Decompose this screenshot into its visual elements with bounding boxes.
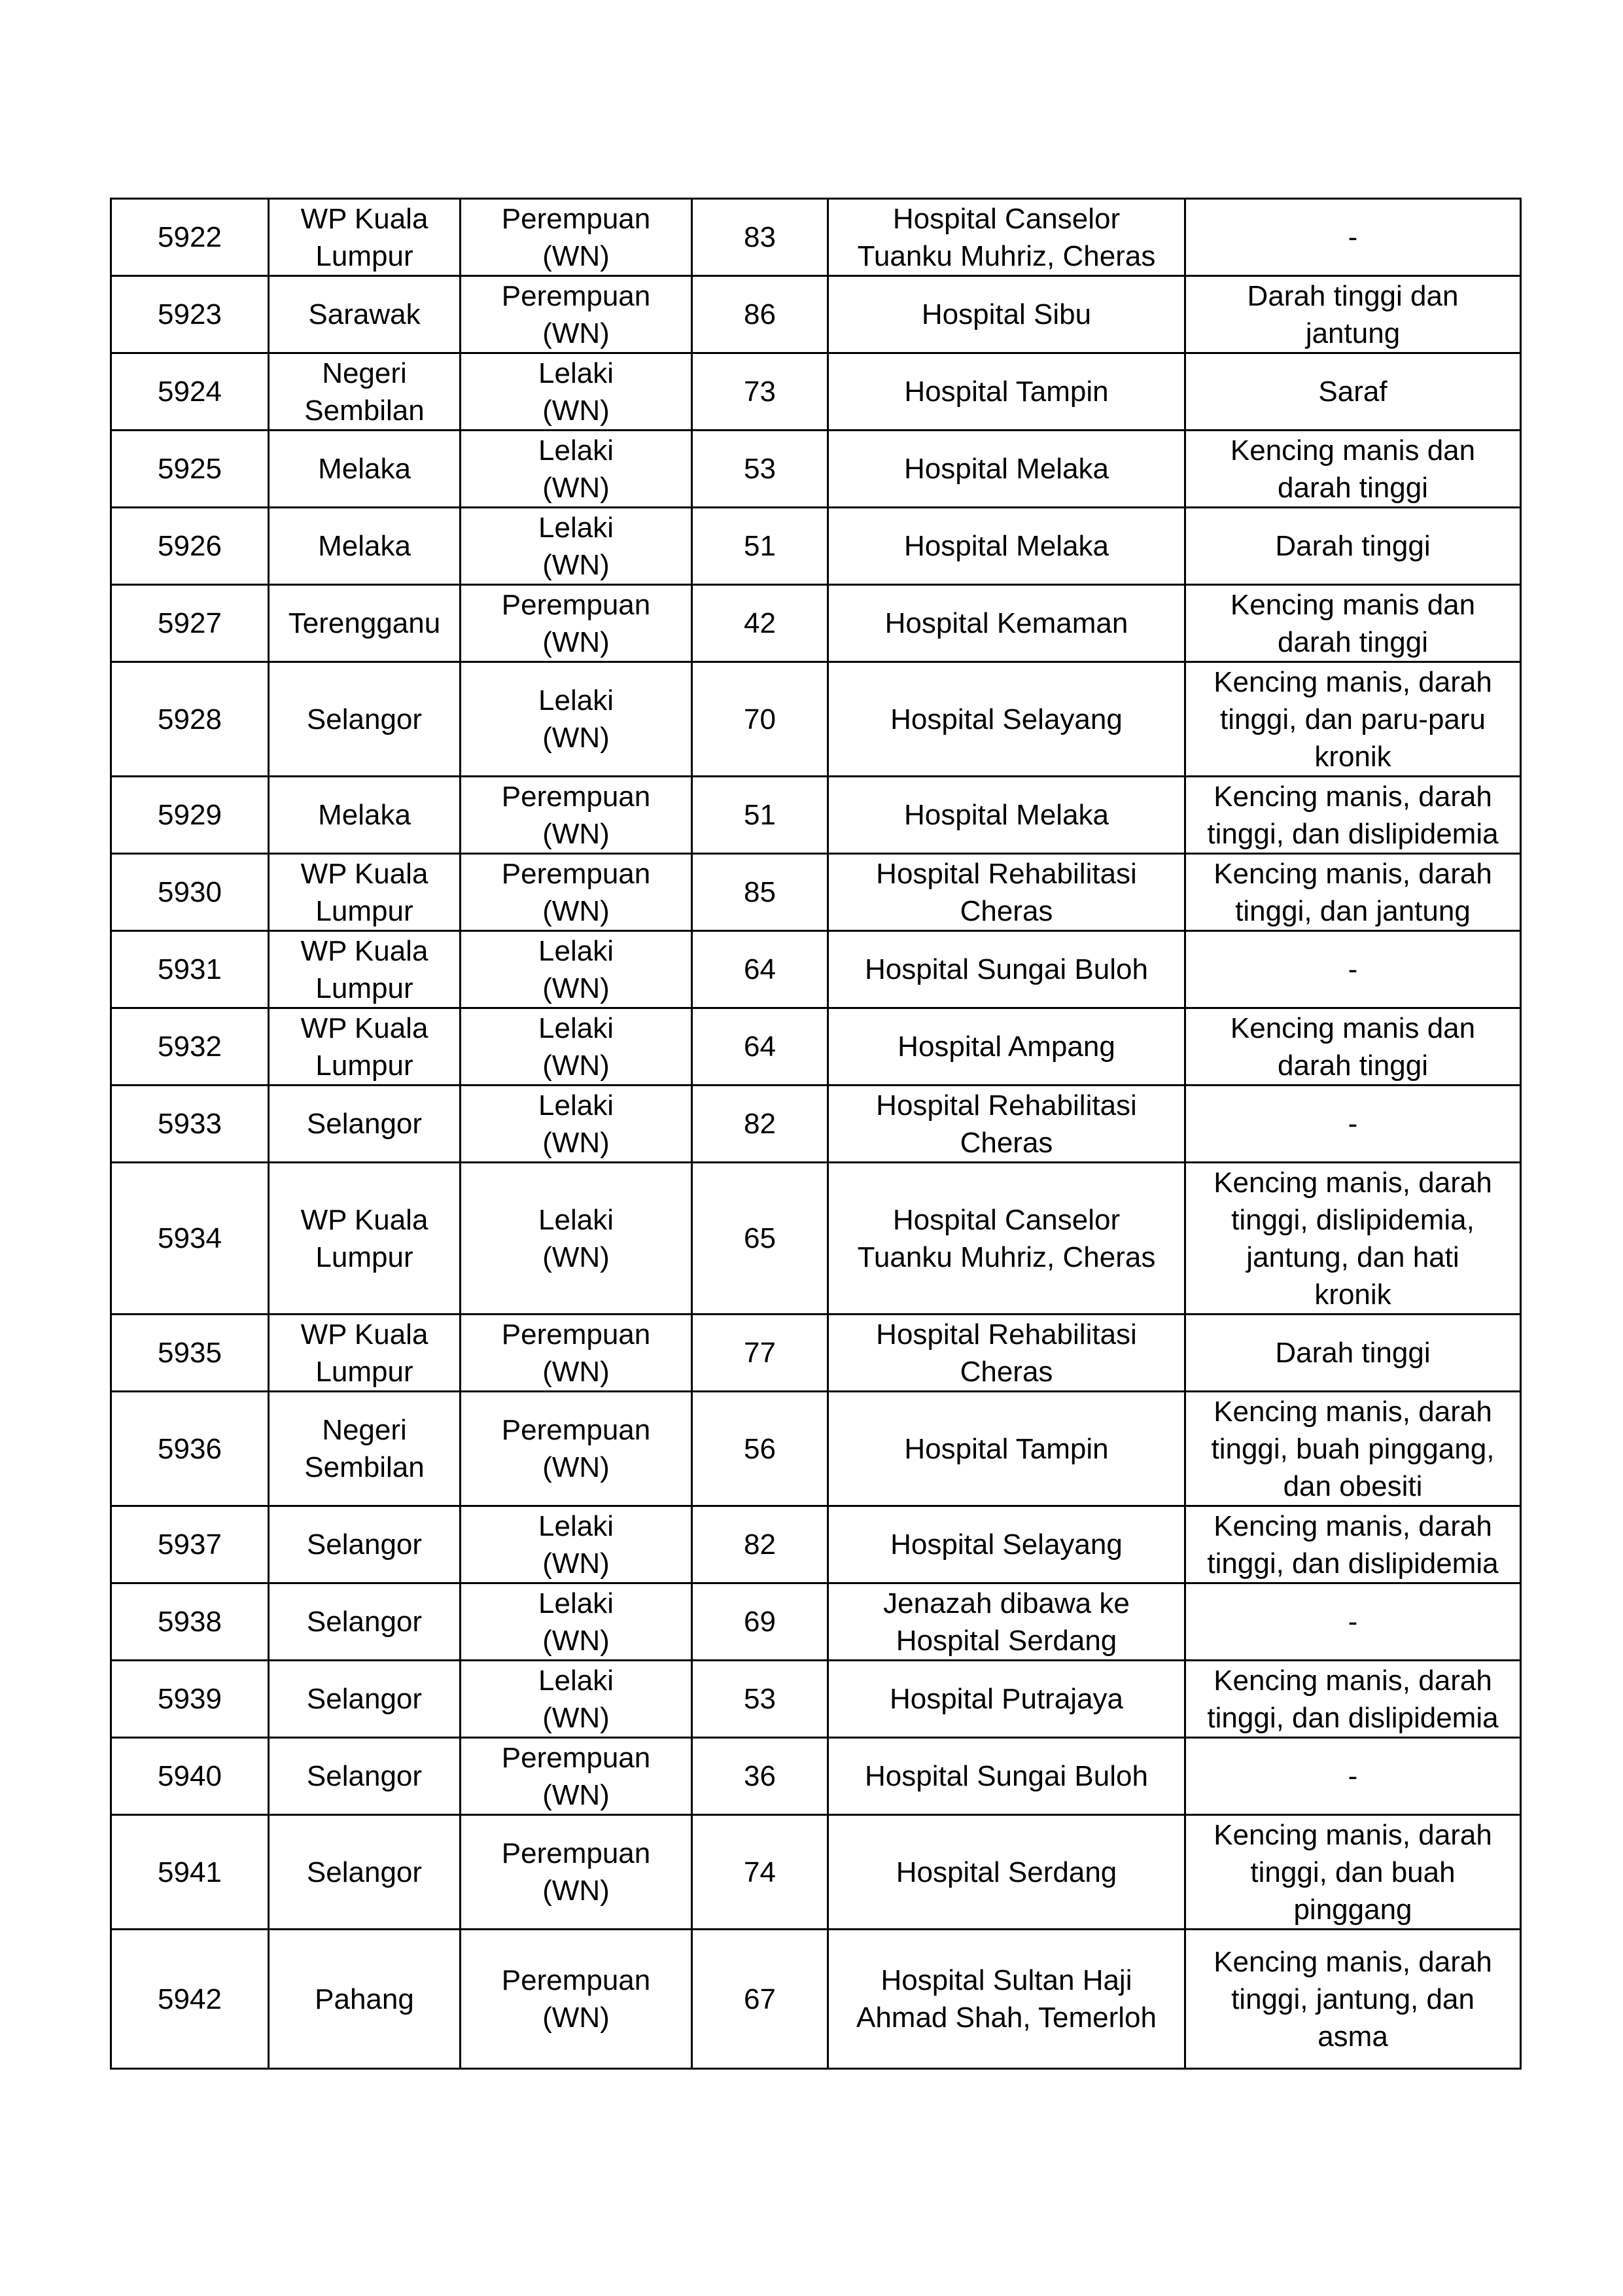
gender-cell: Lelaki (WN)	[461, 931, 692, 1008]
age-cell: 70	[692, 662, 828, 777]
age-cell: 51	[692, 777, 828, 854]
state-cell: Selangor	[269, 1738, 461, 1815]
comorbidity-cell: Kencing manis dan darah tinggi	[1185, 1008, 1521, 1086]
hospital-cell: Hospital Putrajaya	[828, 1661, 1185, 1738]
case-number-cell: 5940	[111, 1738, 269, 1815]
gender-cell: Perempuan (WN)	[461, 276, 692, 353]
state-cell: WP Kuala Lumpur	[269, 931, 461, 1008]
case-number-cell: 5928	[111, 662, 269, 777]
comorbidity-cell: Darah tinggi dan jantung	[1185, 276, 1521, 353]
case-number-cell: 5933	[111, 1086, 269, 1163]
hospital-cell: Hospital Ampang	[828, 1008, 1185, 1086]
comorbidity-cell: -	[1185, 1086, 1521, 1163]
case-number-cell: 5938	[111, 1583, 269, 1661]
gender-cell: Lelaki (WN)	[461, 1163, 692, 1315]
gender-cell: Lelaki (WN)	[461, 431, 692, 508]
case-number-cell: 5937	[111, 1506, 269, 1583]
age-cell: 83	[692, 199, 828, 276]
case-number-cell: 5941	[111, 1815, 269, 1930]
case-number-cell: 5931	[111, 931, 269, 1008]
state-cell: Selangor	[269, 1661, 461, 1738]
comorbidity-cell: -	[1185, 199, 1521, 276]
comorbidity-cell: Kencing manis, darah tinggi, jantung, dan asma	[1185, 1930, 1521, 2069]
comorbidity-cell: Kencing manis, darah tinggi, dan dislipidemia	[1185, 1506, 1521, 1583]
table-row	[111, 508, 1521, 585]
state-cell: Negeri Sembilan	[269, 1392, 461, 1506]
state-cell: Selangor	[269, 1583, 461, 1661]
state-cell: WP Kuala Lumpur	[269, 1163, 461, 1315]
hospital-cell: Hospital Rehabilitasi Cheras	[828, 1086, 1185, 1163]
age-cell: 53	[692, 1661, 828, 1738]
state-cell: Negeri Sembilan	[269, 353, 461, 431]
gender-cell: Lelaki (WN)	[461, 1583, 692, 1661]
case-number-cell: 5926	[111, 508, 269, 585]
table-row	[111, 199, 1521, 276]
table-row	[111, 1008, 1521, 1086]
state-cell: WP Kuala Lumpur	[269, 1008, 461, 1086]
gender-cell: Perempuan (WN)	[461, 777, 692, 854]
hospital-cell: Hospital Sungai Buloh	[828, 931, 1185, 1008]
table-row	[111, 777, 1521, 854]
age-cell: 42	[692, 585, 828, 662]
comorbidity-cell: Kencing manis, darah tinggi, dan jantung	[1185, 854, 1521, 931]
age-cell: 64	[692, 931, 828, 1008]
age-cell: 86	[692, 276, 828, 353]
comorbidity-cell: Kencing manis, darah tinggi, dan dislipidemia	[1185, 1661, 1521, 1738]
gender-cell: Lelaki (WN)	[461, 508, 692, 585]
comorbidity-cell: Kencing manis, darah tinggi, dan dislipidemia	[1185, 777, 1521, 854]
state-cell: WP Kuala Lumpur	[269, 854, 461, 931]
state-cell: Pahang	[269, 1930, 461, 2069]
table-row	[111, 1506, 1521, 1583]
gender-cell: Lelaki (WN)	[461, 1506, 692, 1583]
hospital-cell: Hospital Tampin	[828, 353, 1185, 431]
hospital-cell: Hospital Canselor Tuanku Muhriz, Cheras	[828, 199, 1185, 276]
age-cell: 82	[692, 1086, 828, 1163]
age-cell: 53	[692, 431, 828, 508]
table-row	[111, 1738, 1521, 1815]
table-row	[111, 931, 1521, 1008]
hospital-cell: Hospital Canselor Tuanku Muhriz, Cheras	[828, 1163, 1185, 1315]
age-cell: 69	[692, 1583, 828, 1661]
table-row	[111, 1930, 1521, 2069]
age-cell: 73	[692, 353, 828, 431]
state-cell: Selangor	[269, 1086, 461, 1163]
table-row	[111, 1086, 1521, 1163]
case-number-cell: 5930	[111, 854, 269, 931]
gender-cell: Perempuan (WN)	[461, 585, 692, 662]
age-cell: 67	[692, 1930, 828, 2069]
case-number-cell: 5925	[111, 431, 269, 508]
table-row	[111, 585, 1521, 662]
comorbidity-cell: Darah tinggi	[1185, 1315, 1521, 1392]
table-row	[111, 662, 1521, 777]
hospital-cell: Hospital Selayang	[828, 1506, 1185, 1583]
case-number-cell: 5936	[111, 1392, 269, 1506]
comorbidity-cell: -	[1185, 931, 1521, 1008]
table-row	[111, 353, 1521, 431]
gender-cell: Perempuan (WN)	[461, 1930, 692, 2069]
age-cell: 74	[692, 1815, 828, 1930]
gender-cell: Perempuan (WN)	[461, 854, 692, 931]
hospital-cell: Hospital Kemaman	[828, 585, 1185, 662]
case-number-cell: 5923	[111, 276, 269, 353]
hospital-cell: Hospital Melaka	[828, 431, 1185, 508]
comorbidity-cell: Kencing manis dan darah tinggi	[1185, 585, 1521, 662]
table-row	[111, 1583, 1521, 1661]
hospital-cell: Hospital Melaka	[828, 508, 1185, 585]
age-cell: 36	[692, 1738, 828, 1815]
comorbidity-cell: Kencing manis, darah tinggi, dislipidemia, jantung, dan hati kronik	[1185, 1163, 1521, 1315]
comorbidity-cell: Kencing manis, darah tinggi, buah pinggang, dan obesiti	[1185, 1392, 1521, 1506]
state-cell: Melaka	[269, 431, 461, 508]
case-number-cell: 5939	[111, 1661, 269, 1738]
age-cell: 85	[692, 854, 828, 931]
state-cell: Sarawak	[269, 276, 461, 353]
hospital-cell: Hospital Sungai Buloh	[828, 1738, 1185, 1815]
case-table	[110, 198, 1522, 2070]
state-cell: Selangor	[269, 662, 461, 777]
age-cell: 65	[692, 1163, 828, 1315]
age-cell: 56	[692, 1392, 828, 1506]
state-cell: Selangor	[269, 1815, 461, 1930]
gender-cell: Perempuan (WN)	[461, 1315, 692, 1392]
gender-cell: Lelaki (WN)	[461, 353, 692, 431]
comorbidity-cell: Darah tinggi	[1185, 508, 1521, 585]
gender-cell: Perempuan (WN)	[461, 199, 692, 276]
state-cell: WP Kuala Lumpur	[269, 199, 461, 276]
hospital-cell: Hospital Sibu	[828, 276, 1185, 353]
age-cell: 51	[692, 508, 828, 585]
comorbidity-cell: Kencing manis, darah tinggi, dan paru-paru kronik	[1185, 662, 1521, 777]
case-number-cell: 5942	[111, 1930, 269, 2069]
gender-cell: Lelaki (WN)	[461, 1661, 692, 1738]
table-row	[111, 431, 1521, 508]
gender-cell: Perempuan (WN)	[461, 1738, 692, 1815]
table-row	[111, 1163, 1521, 1315]
state-cell: WP Kuala Lumpur	[269, 1315, 461, 1392]
case-number-cell: 5934	[111, 1163, 269, 1315]
age-cell: 64	[692, 1008, 828, 1086]
state-cell: Terengganu	[269, 585, 461, 662]
comorbidity-cell: Saraf	[1185, 353, 1521, 431]
table-body	[111, 199, 1521, 2069]
table-row	[111, 1392, 1521, 1506]
comorbidity-cell: Kencing manis, darah tinggi, dan buah pinggang	[1185, 1815, 1521, 1930]
case-number-cell: 5927	[111, 585, 269, 662]
state-cell: Selangor	[269, 1506, 461, 1583]
gender-cell: Lelaki (WN)	[461, 1008, 692, 1086]
case-number-cell: 5929	[111, 777, 269, 854]
comorbidity-cell: -	[1185, 1583, 1521, 1661]
hospital-cell: Hospital Sultan Haji Ahmad Shah, Temerloh	[828, 1930, 1185, 2069]
gender-cell: Lelaki (WN)	[461, 1086, 692, 1163]
table-row	[111, 854, 1521, 931]
state-cell: Melaka	[269, 508, 461, 585]
hospital-cell: Hospital Serdang	[828, 1815, 1185, 1930]
gender-cell: Perempuan (WN)	[461, 1815, 692, 1930]
hospital-cell: Hospital Tampin	[828, 1392, 1185, 1506]
case-number-cell: 5932	[111, 1008, 269, 1086]
age-cell: 82	[692, 1506, 828, 1583]
case-number-cell: 5924	[111, 353, 269, 431]
table-row	[111, 1661, 1521, 1738]
comorbidity-cell: -	[1185, 1738, 1521, 1815]
hospital-cell: Jenazah dibawa ke Hospital Serdang	[828, 1583, 1185, 1661]
case-number-cell: 5922	[111, 199, 269, 276]
table-row	[111, 1815, 1521, 1930]
gender-cell: Perempuan (WN)	[461, 1392, 692, 1506]
hospital-cell: Hospital Rehabilitasi Cheras	[828, 854, 1185, 931]
table-row	[111, 1315, 1521, 1392]
gender-cell: Lelaki (WN)	[461, 662, 692, 777]
hospital-cell: Hospital Rehabilitasi Cheras	[828, 1315, 1185, 1392]
age-cell: 77	[692, 1315, 828, 1392]
case-number-cell: 5935	[111, 1315, 269, 1392]
state-cell: Melaka	[269, 777, 461, 854]
hospital-cell: Hospital Melaka	[828, 777, 1185, 854]
hospital-cell: Hospital Selayang	[828, 662, 1185, 777]
table-row	[111, 276, 1521, 353]
comorbidity-cell: Kencing manis dan darah tinggi	[1185, 431, 1521, 508]
